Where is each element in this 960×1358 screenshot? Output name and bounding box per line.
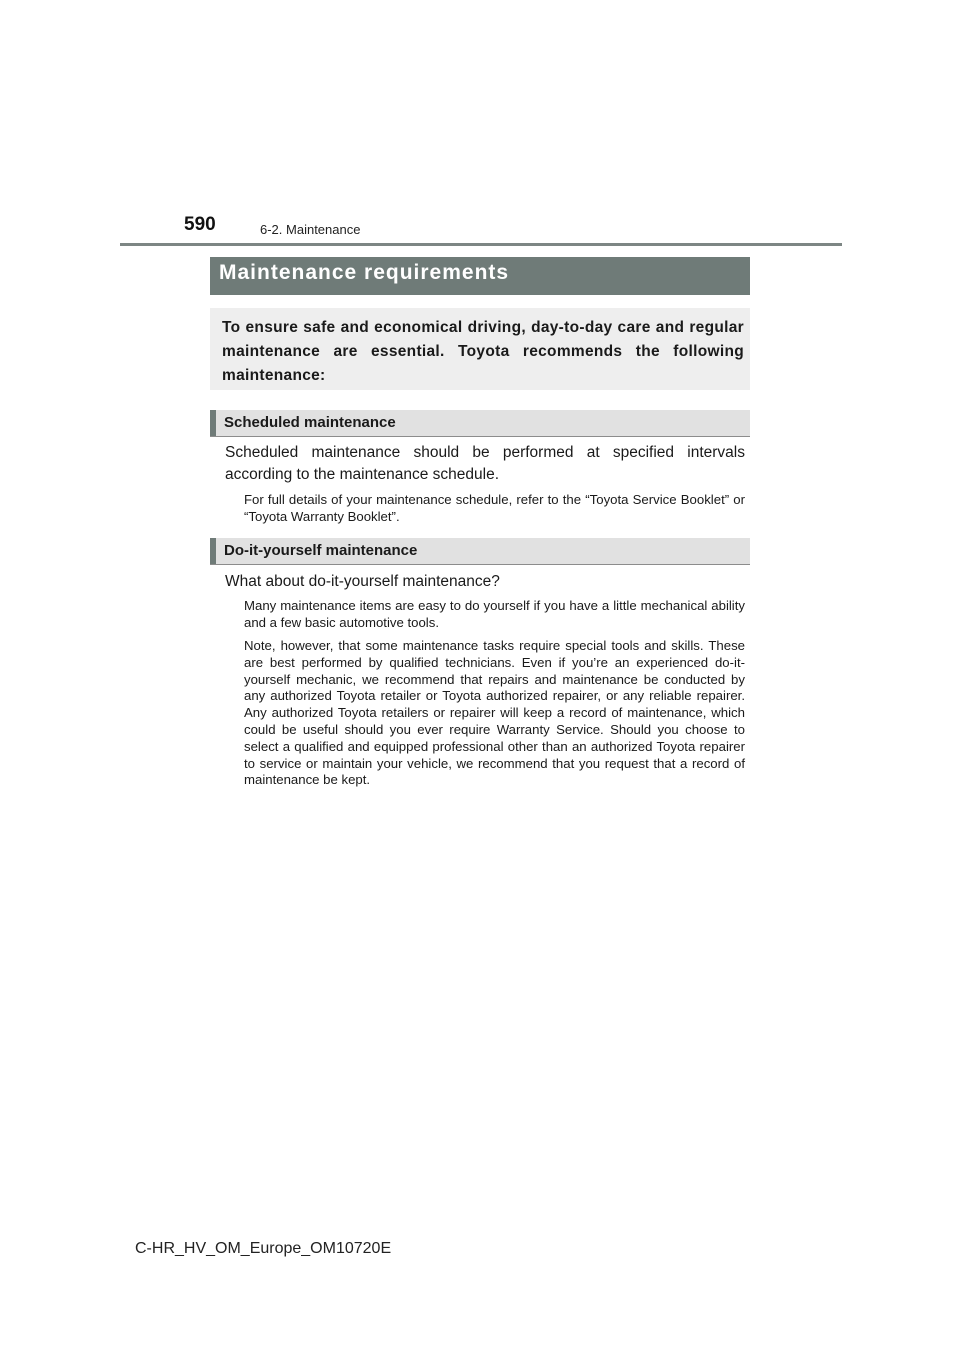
diy-maintenance-heading [210, 538, 750, 565]
intro-text: To ensure safe and economical driving, day-to-day care and regular maintenance are essential. Toyota recommends the following maintenance: [222, 319, 744, 384]
diy-paragraph-1: Many maintenance items are easy to do yourself if you have a little mechanical ability and a few basic automotive tools. [244, 598, 745, 630]
diy-paragraph-2: Note, however, that some maintenance tasks require special tools and skills. These are best performed by qualified technicians. Even if you’re an experienced do-it-yourself mechanic, we recommend that repairs and maintenance be conducted by any authorized Toyota retailer or Toyota authorized repairer, or any reliable repairer. Any authorized Toyota retailers or repairer will keep a record of maintenance, which could be useful should you ever require Warranty Service. Should you choose to select a qualified and equipped professional other than an authorized Toyota repairer to service or maintain your vehicle, we recommend that you request that a record of maintenance be kept. [244, 638, 745, 788]
scheduled-body: Scheduled maintenance should be performed at specified intervals according to the maintenance schedule. [225, 444, 745, 483]
header-rule [120, 243, 842, 246]
scheduled-note: For full details of your maintenance schedule, refer to the “Toyota Service Booklet” or “Toyota Warranty Booklet”. [244, 492, 745, 524]
heading-accent [210, 538, 216, 564]
page-number: 590 [184, 214, 216, 235]
footer-document-id: C-HR_HV_OM_Europe_OM10720E [135, 1240, 392, 1257]
diy-question: What about do-it-yourself maintenance? [225, 573, 500, 590]
title-bar [210, 257, 750, 295]
heading-accent [210, 410, 216, 436]
intro-box [210, 308, 750, 390]
scheduled-maintenance-heading [210, 410, 750, 437]
scheduled-heading-label: Scheduled maintenance [224, 414, 396, 431]
diy-heading-label: Do-it-yourself maintenance [224, 542, 418, 559]
page-title: Maintenance requirements [219, 261, 510, 284]
section-reference: 6-2. Maintenance [260, 222, 361, 237]
